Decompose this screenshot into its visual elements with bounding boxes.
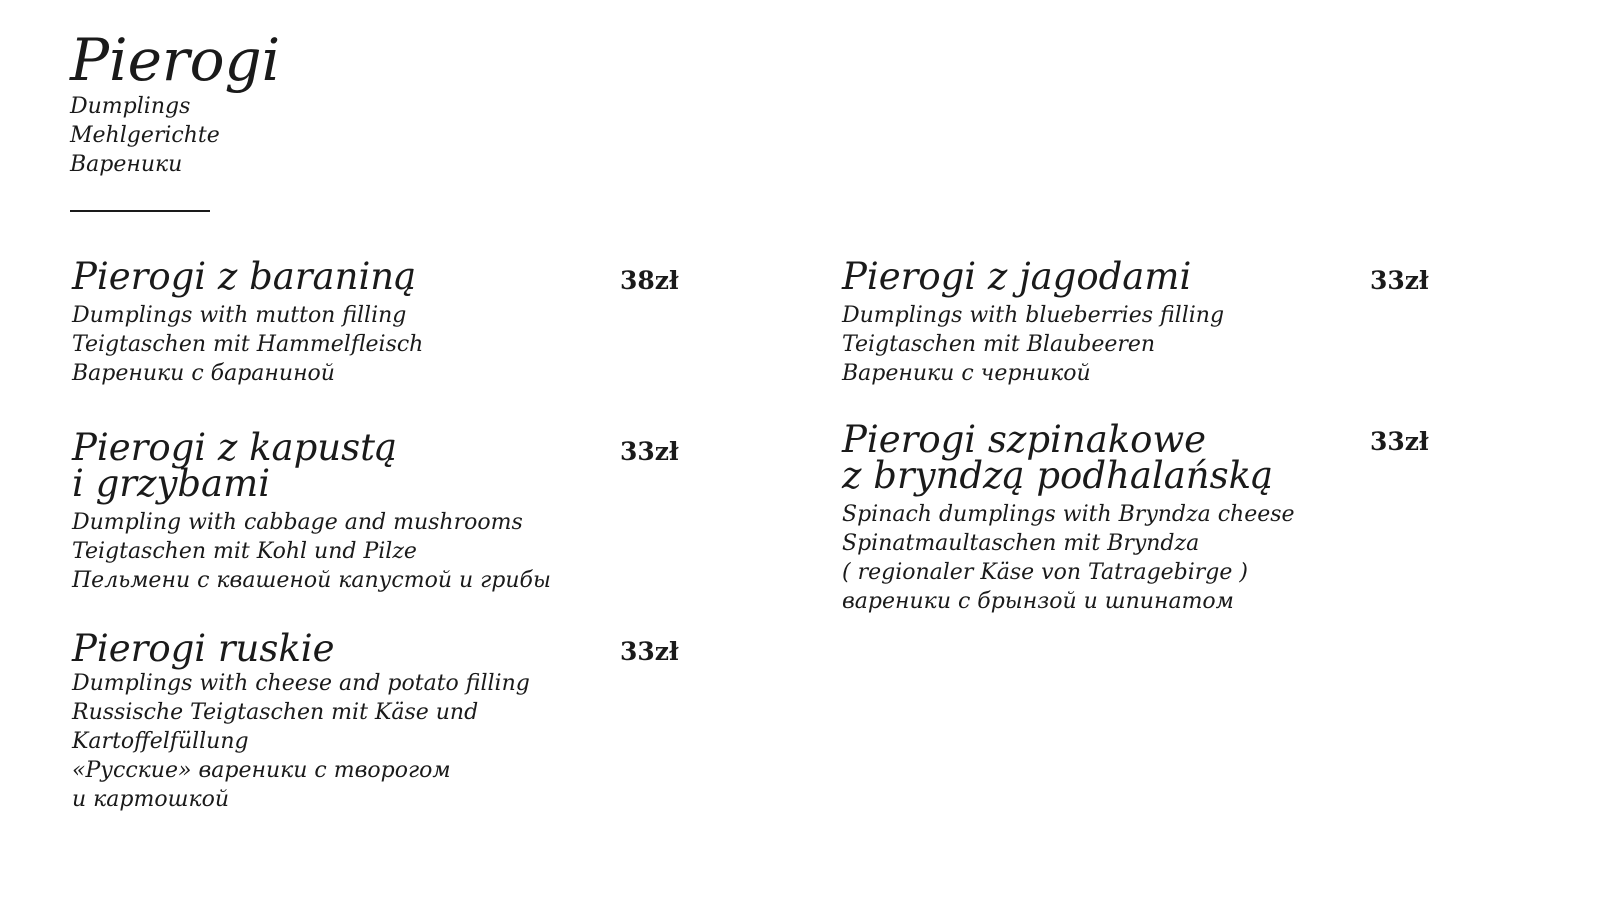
item-price: 33zł bbox=[1370, 427, 1429, 456]
menu-item-szpinakowe bbox=[842, 418, 1295, 616]
section-subtitle-en: Dumplings bbox=[70, 94, 191, 119]
title-divider bbox=[70, 210, 210, 212]
item-desc-line: вареники с брынзой и шпинатом bbox=[842, 589, 1234, 614]
item-name: Pierogi z kapustą bbox=[72, 426, 398, 469]
item-desc-line: Пельмени с квашеной капустой и грибы bbox=[72, 568, 551, 593]
item-name: Pierogi z baraniną bbox=[72, 255, 417, 298]
item-desc-line: Dumplings with blueberries filling bbox=[842, 303, 1225, 328]
item-desc-line: Teigtaschen mit Hammelfleisch bbox=[72, 332, 424, 357]
item-desc-line: Teigtaschen mit Blaubeeren bbox=[842, 332, 1156, 357]
menu-item-jagody bbox=[842, 255, 1225, 388]
item-description bbox=[72, 301, 423, 388]
item-desc-line: Dumpling with cabbage and mushrooms bbox=[72, 510, 523, 535]
item-description bbox=[72, 669, 530, 814]
menu-item-ruskie bbox=[72, 627, 530, 814]
item-desc-line: Вареники с черникой bbox=[842, 361, 1091, 386]
item-description bbox=[72, 508, 551, 595]
item-desc-line: Вареники с бараниной bbox=[72, 361, 335, 386]
item-price: 33zł bbox=[620, 637, 679, 666]
item-desc-line: Dumplings with cheese and potato filling bbox=[72, 671, 530, 696]
section-title: Pierogi bbox=[70, 26, 281, 94]
item-desc-line: Russische Teigtaschen mit Käse und bbox=[72, 700, 479, 725]
item-desc-line: Spinach dumplings with Bryndza cheese bbox=[842, 502, 1295, 527]
section-subtitle-ru: Вареники bbox=[70, 152, 183, 177]
menu-item-baranina bbox=[72, 255, 424, 388]
section-subtitle-de: Mehlgerichte bbox=[70, 123, 220, 148]
item-name: i grzybami bbox=[72, 462, 271, 505]
item-description bbox=[842, 500, 1295, 616]
item-price: 38zł bbox=[620, 266, 679, 295]
item-name: Pierogi ruskie bbox=[72, 627, 335, 670]
item-desc-line: «Русские» вареники с творогом bbox=[72, 758, 451, 783]
item-price: 33zł bbox=[620, 437, 679, 466]
item-name: z bryndzą podhalańską bbox=[842, 454, 1274, 497]
item-desc-line: ( regionaler Käse von Tatragebirge ) bbox=[842, 560, 1248, 585]
item-name: Pierogi z jagodami bbox=[842, 255, 1192, 298]
item-desc-line: Teigtaschen mit Kohl und Pilze bbox=[72, 539, 417, 564]
section-header bbox=[70, 28, 280, 179]
menu-item-kapusta bbox=[72, 426, 551, 595]
item-description bbox=[842, 301, 1224, 388]
item-desc-line: и картошкой bbox=[72, 787, 229, 812]
item-desc-line: Dumplings with mutton filling bbox=[72, 303, 407, 328]
item-desc-line: Kartoffelfüllung bbox=[72, 729, 249, 754]
item-desc-line: Spinatmaultaschen mit Bryndza bbox=[842, 531, 1200, 556]
item-price: 33zł bbox=[1370, 266, 1429, 295]
item-name: Pierogi szpinakowe bbox=[842, 418, 1207, 461]
